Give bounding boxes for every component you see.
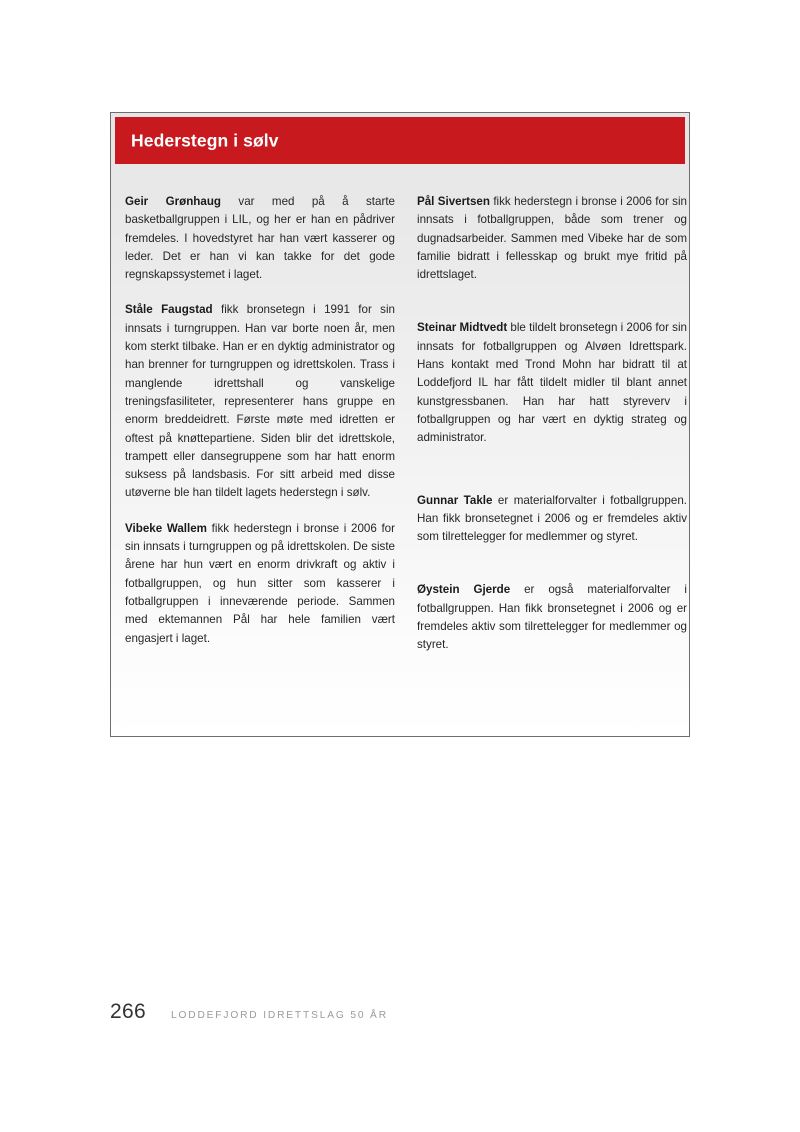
page-footer <box>110 1000 388 1024</box>
paragraph-text: er også materialforvalter i fotballgruppen. Han fikk bronsetegnet i 2006 og er fremdeles aktiv som tilrettelegger for medlemmer og styret. <box>417 583 687 652</box>
person-name-vibeke-wallem: Vibeke Wallem <box>125 521 207 535</box>
person-name-gunnar-takle: Gunnar Takle <box>417 493 493 507</box>
paragraph-gunnar-takle <box>417 492 687 547</box>
right-column <box>417 193 687 736</box>
paragraph-vibeke-wallem <box>125 520 395 648</box>
paragraph-text: fikk bronsetegn i 1991 for sin innsats i turngruppen. Han var borte noen år, men kom sterkt tilbake. Han er en dyktig administrator og han brenner for turngruppen og idrettskolen. Trass i manglende idrettshall og vanskelige treningsfasiliteter, representerer hans gruppe en enorm breddeidrett. Første møte med idretten er oftest på knøttepartiene. Siden blir det idrettskole, trampett eller dansegruppene som har hatt enorm suksess på landsbasis. For sitt arbeid med disse utøverne ble han tildelt lagets hederstegn i sølv. <box>125 303 395 500</box>
paragraph-geir-gronhaug <box>125 193 395 284</box>
paragraph-steinar-midtvedt <box>417 319 687 447</box>
paragraph-pal-sivertsen <box>417 193 687 284</box>
paragraph-text: ble tildelt bronsetegn i 2006 for sin innsats for fotballgruppen og Alvøen Idrettspark. Hans kontakt med Trond Mohn har bidratt til at Loddefjord IL har fått tildelt midler til blant annet kunstgressbanen. Han har hatt styreverv i fotballgruppen og har vært en dyktig strateg og administrator. <box>417 321 688 445</box>
paragraph-text: er materialforvalter i fotballgruppen. Han fikk bronsetegnet i 2006 og er fremdeles aktiv som tilrettelegger for medlemmer og styret. <box>417 493 687 544</box>
page-number: 266 <box>110 1000 146 1023</box>
paragraph-oystein-gjerde <box>417 581 687 654</box>
paragraph-text: fikk hederstegn i bronse i 2006 for sin innsats i turngruppen og på idrettskolen. De siste årene har hun vært en enorm drivkraft og aktiv i fotballgruppen, og hun sitter som kasserer i fotballgruppen i inneværende periode. Sammen med ektemannen Pål har hele familien vært engasjert i laget. <box>125 521 395 645</box>
content-panel <box>110 112 690 737</box>
panel-header-banner <box>115 117 685 164</box>
left-column <box>125 193 395 736</box>
person-name-geir-gronhaug: Geir Grønhaug <box>125 195 221 208</box>
person-name-pal-sivertsen: Pål Sivertsen <box>417 195 490 208</box>
panel-title: Hederstegn i sølv <box>131 130 279 150</box>
two-column-body <box>111 164 689 736</box>
person-name-steinar-midtvedt: Steinar Midtvedt <box>417 321 508 335</box>
person-name-oystein-gjerde: Øystein Gjerde <box>417 583 511 597</box>
person-name-stale-faugstad: Ståle Faugstad <box>125 303 213 317</box>
paragraph-text: fikk hederstegn i bronse i 2006 for sin innsats i fotballgruppen, både som trener og dugnadsarbeider. Sammen med Vibeke har de som familie bidratt i fellesskap og brukt mye fritid på idrettslaget. <box>417 195 687 282</box>
footer-caption: LODDEFJORD IDRETTSLAG 50 ÅR <box>170 1010 388 1021</box>
paragraph-text: var med på å starte basketballgruppen i LIL, og her er han en pådriver fremdeles. I hovedstyret har han vært kasserer og leder. Det er han vi kan takke for det gode regnskapssystemet i laget. <box>125 195 396 282</box>
paragraph-stale-faugstad <box>125 301 395 502</box>
